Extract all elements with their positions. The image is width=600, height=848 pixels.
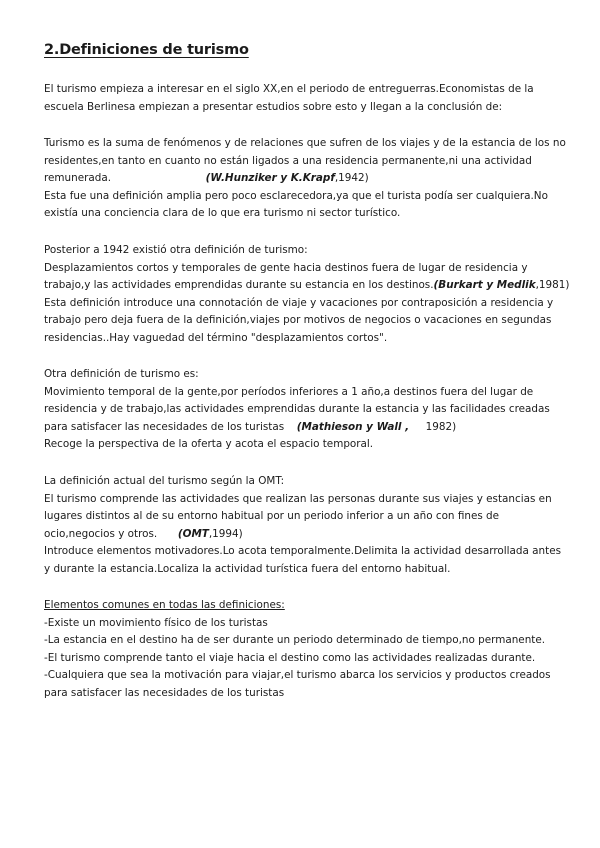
page-title: 2.Definiciones de turismo: [44, 42, 249, 58]
definition-3-citation-authors: (Mathieson y Wall ,: [296, 420, 410, 433]
common-elements-item: -El turismo comprende tanto el viaje hacia el destino como las actividades realizadas durante.: [44, 651, 536, 664]
definition-2-citation-year: ,1981): [535, 279, 570, 292]
definition-2-line: Desplazamientos cortos y temporales de gente hacia destinos fuera de lugar de residencia y: [44, 261, 528, 274]
definition-2-comment: Esta definición introduce una connotación de viaje y vacaciones por contraposición a residencia y: [44, 296, 554, 309]
definition-4-heading: La definición actual del turismo según la OMT:: [44, 475, 285, 487]
definition-3-heading: Otra definición de turismo es:: [44, 368, 199, 380]
definition-4-comment: y durante la estancia.Localiza la actividad turística fuera del entorno habitual.: [44, 562, 451, 575]
definition-4: [44, 473, 561, 579]
common-elements-item: -La estancia en el destino ha de ser durante un periodo determinado de tiempo,no permanente.: [44, 634, 546, 647]
definition-2-text-end: trabajo,y las actividades emprendidas durante su estancia en los destinos.: [44, 279, 434, 292]
definition-2: [44, 242, 570, 348]
definition-2-line: [44, 277, 570, 295]
intro-line: escuela Berlinesa empiezan a presentar estudios sobre esto y llegan a la conclusión de:: [44, 100, 503, 113]
definition-3-line: residencia y de trabajo,las actividades emprendidas durante la estancia y las facilidades creadas: [44, 403, 550, 416]
definition-1-text-end: remunerada.: [44, 172, 112, 185]
definition-1-citation-authors: (W.Hunziker y K.Krapf: [205, 172, 335, 185]
definition-1-line: Turismo es la suma de fenómenos y de relaciones que sufren de los viajes y de la estancia de los no: [44, 137, 566, 149]
definition-3-line: Movimiento temporal de la gente,por períodos inferiores a 1 año,a destinos fuera del lugar de: [44, 385, 534, 398]
definition-4-citation-year: ,1994): [208, 527, 243, 540]
definition-4-line: El turismo comprende las actividades que realizan las personas durante sus viajes y estancias en: [44, 492, 552, 505]
definition-3-comment: Recoge la perspectiva de la oferta y acota el espacio temporal.: [44, 438, 374, 451]
definition-3-line: [44, 419, 556, 437]
definition-3-citation-year: 1982): [425, 420, 457, 433]
definition-4-comment: Introduce elementos motivadores.Lo acota temporalmente.Delimita la actividad desarrollada antes: [44, 545, 561, 558]
definition-1-line: [44, 170, 556, 188]
intro-paragraph: [44, 81, 556, 116]
definition-3: [44, 366, 556, 454]
definition-4-text-end: ocio,negocios y otros.: [44, 527, 158, 540]
definition-2-citation-authors: (Burkart y Medlik: [433, 279, 536, 292]
definition-4-citation-authors: (OMT: [177, 527, 209, 540]
definition-1-comment: existía una conciencia clara de lo que era turismo ni sector turístico.: [44, 207, 401, 220]
definition-2-heading: Posterior a 1942 existió otra definición de turismo:: [44, 244, 308, 256]
common-elements: [44, 597, 556, 703]
definition-1-line: residentes,en tanto en cuanto no están ligados a una residencia permanente,ni una actividad: [44, 154, 532, 167]
definition-1-comment: Esta fue una definición amplia pero poco esclarecedora,ya que el turista podía ser cualquiera.No: [44, 189, 548, 202]
common-elements-heading: Elementos comunes en todas las definiciones:: [44, 599, 285, 611]
common-elements-item: -Cualquiera que sea la motivación para viajar,el turismo abarca los servicios y productos creados: [44, 669, 551, 682]
definition-1: [44, 135, 566, 223]
definition-4-line: [44, 526, 556, 544]
definition-1-citation-year: ,1942): [334, 172, 369, 185]
definition-2-comment: trabajo pero deja fuera de la definición,viajes por motivos de negocios o vacaciones en segundas: [44, 314, 552, 327]
definition-2-comment: residencias..Hay vaguedad del término "desplazamientos cortos".: [44, 331, 388, 344]
common-elements-item: para satisfacer las necesidades de los turistas: [44, 686, 285, 699]
common-elements-item: -Existe un movimiento físico de los turistas: [44, 616, 268, 629]
definition-3-text-end: para satisfacer las necesidades de los turistas: [44, 420, 285, 433]
definition-4-line: lugares distintos al de su entorno habitual por un periodo inferior a un año con fines de: [44, 510, 500, 523]
intro-line: El turismo empieza a interesar en el siglo XX,en el periodo de entreguerras.Economistas de la: [44, 83, 534, 95]
